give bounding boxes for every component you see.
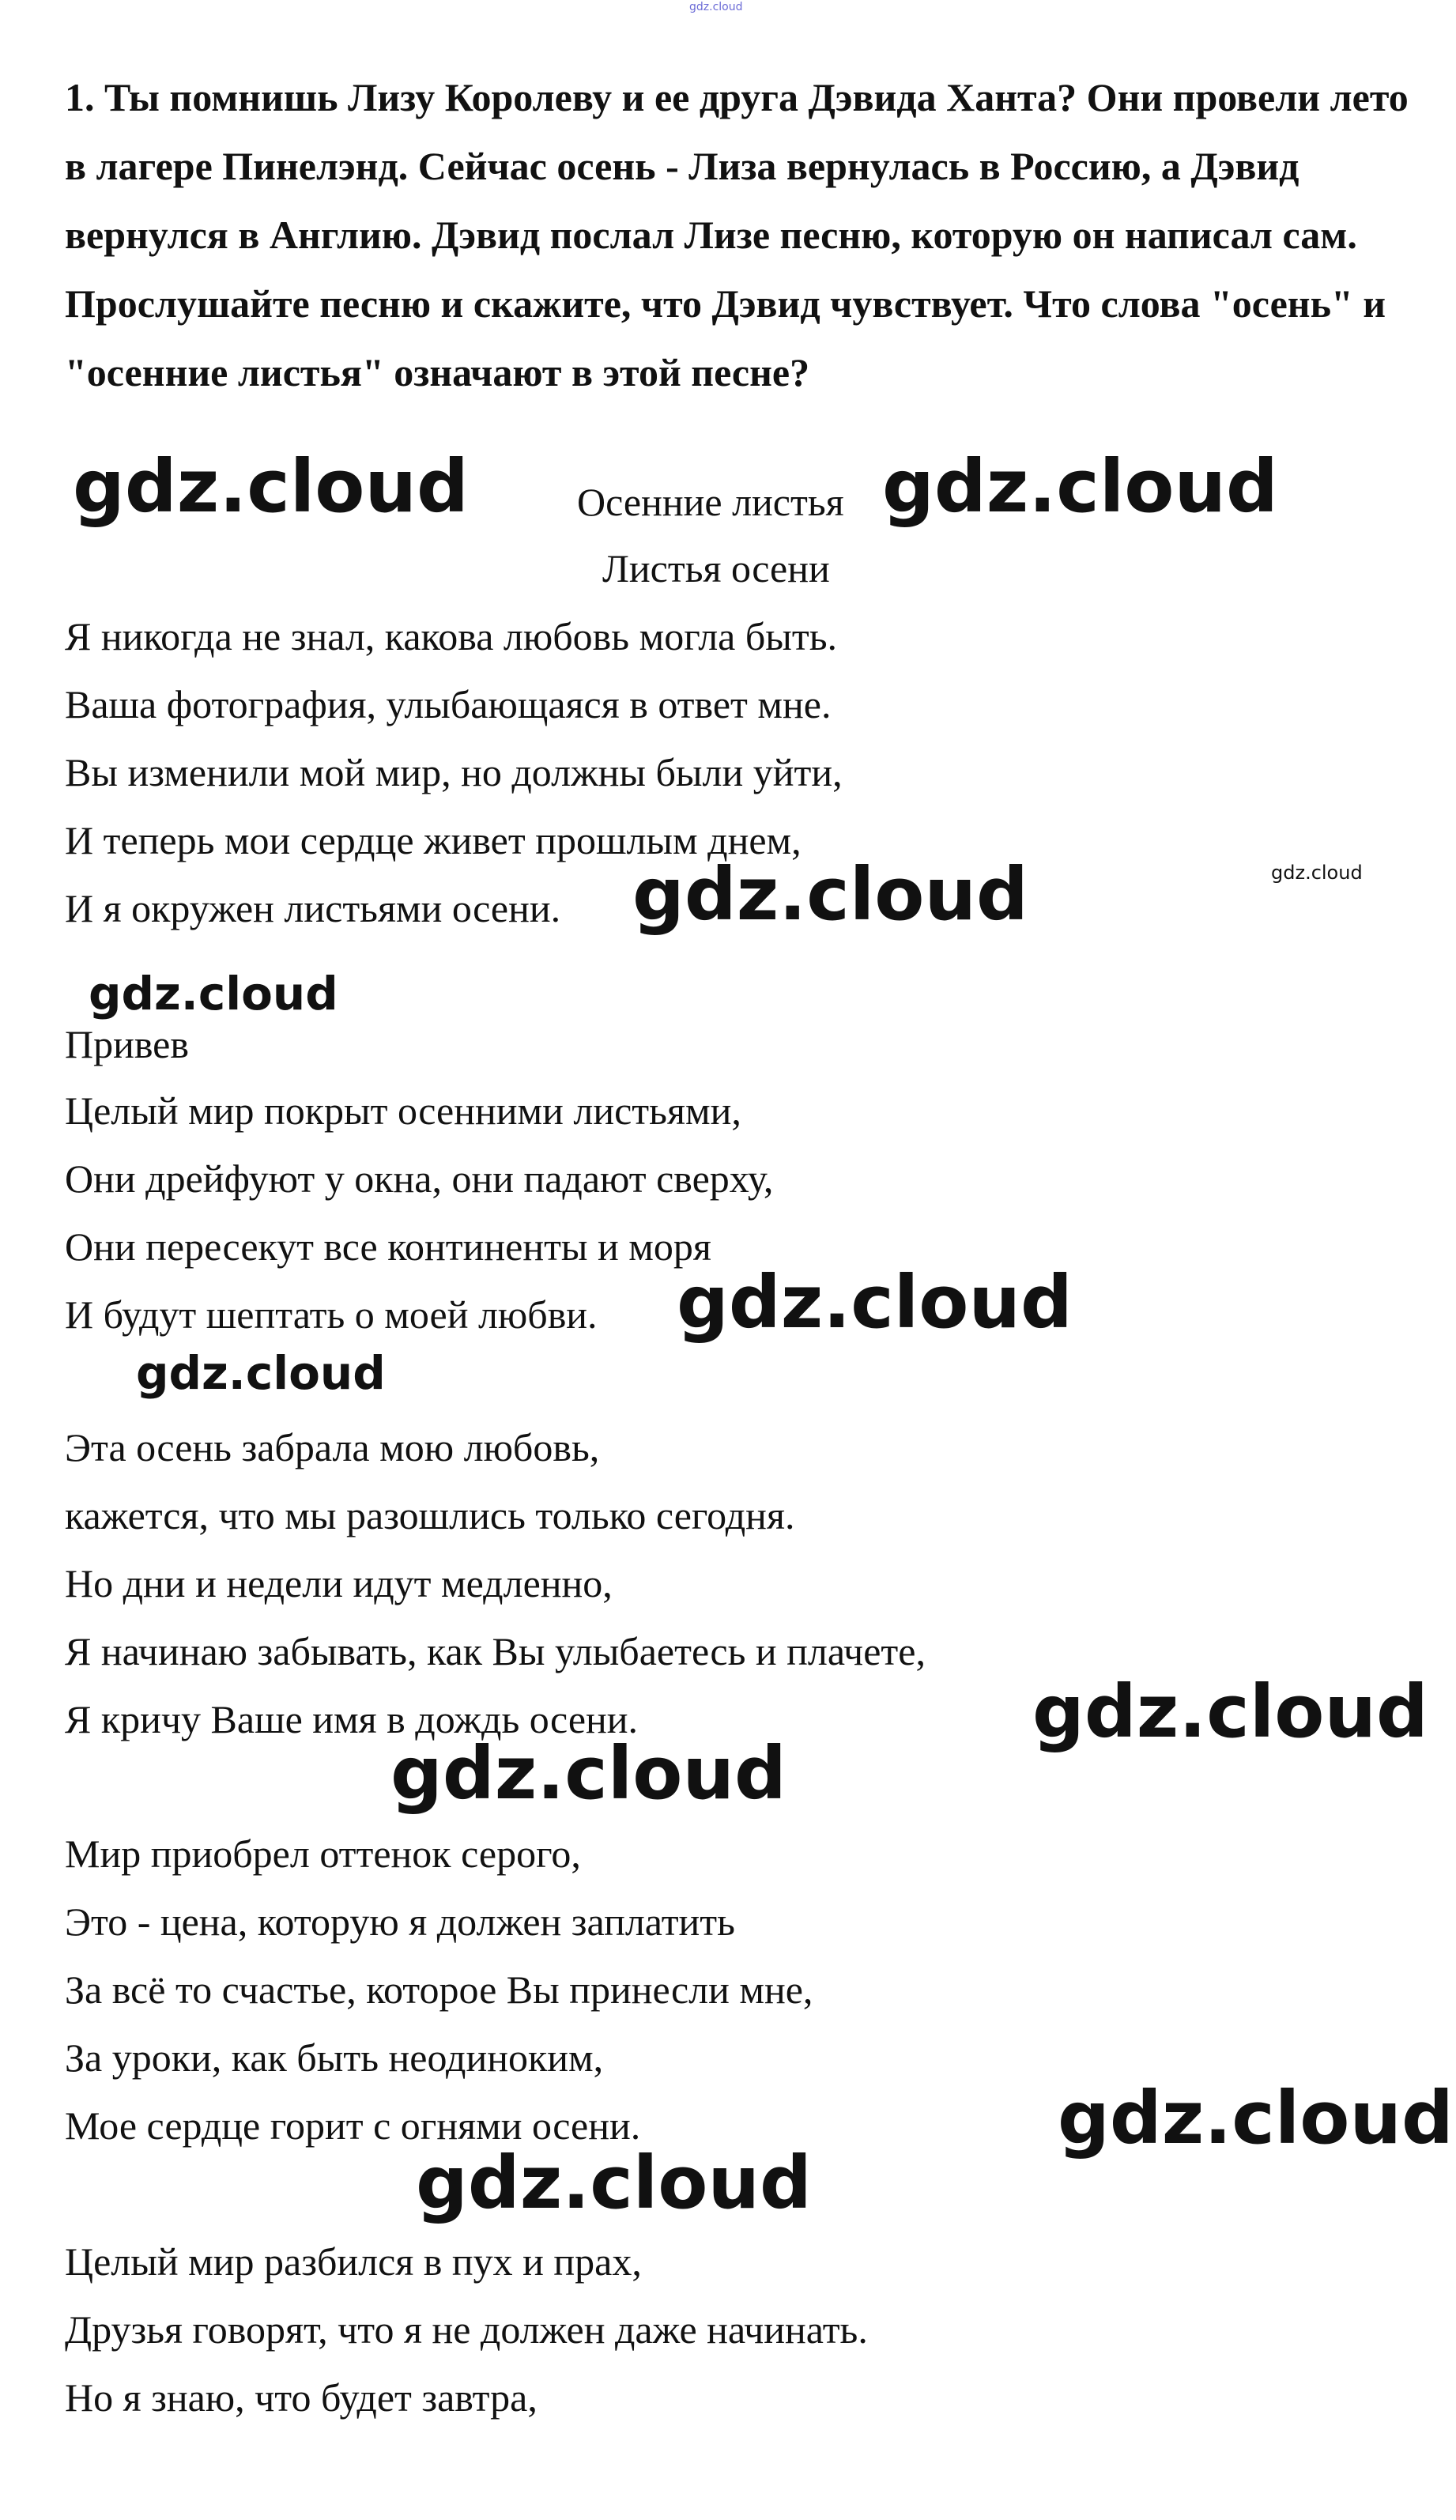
watermark: gdz.cloud <box>632 852 1028 937</box>
watermark: gdz.cloud <box>882 444 1278 529</box>
verse1-line: Я никогда не знал, какова любовь могла быть. <box>65 614 838 658</box>
watermark: gdz.cloud <box>1058 2076 1454 2160</box>
verse3-line: За уроки, как быть неодиноким, <box>65 2035 604 2080</box>
chorus-line: Они пересекут все континенты и моря <box>65 1224 711 1269</box>
verse2-line: кажется, что мы разошлись только сегодня. <box>65 1493 795 1537</box>
verse1-line: Ваша фотография, улыбающаяся в ответ мне. <box>65 682 832 726</box>
verse2-line: Я начинаю забывать, как Вы улыбаетесь и плачете, <box>65 1629 926 1673</box>
verse2-line: Эта осень забрала мою любовь, <box>65 1425 600 1469</box>
watermark: gdz.cloud <box>1032 1669 1428 1754</box>
chorus-label: Привев <box>65 1022 189 1066</box>
watermark: gdz.cloud <box>390 1731 786 1816</box>
watermark: gdz.cloud <box>677 1260 1073 1345</box>
chorus-line: Целый мир покрыт осенними листьями, <box>65 1088 741 1133</box>
verse2-line: Я кричу Ваше имя в дождь осени. <box>65 1697 639 1741</box>
chorus-line: Они дрейфуют у окна, они падают сверху, <box>65 1156 774 1201</box>
verse4-line: Целый мир разбился в пух и прах, <box>65 2239 642 2284</box>
verse3-line: За всё то счастье, которое Вы принесли мне, <box>65 1967 813 2012</box>
verse2-line: Но дни и недели идут медленно, <box>65 1561 613 1605</box>
verse3-line: Это - цена, которую я должен заплатить <box>65 1899 735 1944</box>
watermark: gdz.cloud <box>416 2141 812 2225</box>
chorus-line: И будут шептать о моей любви. <box>65 1292 598 1337</box>
verse3-line: Мое сердце горит с огнями осени. <box>65 2103 641 2148</box>
watermark: gdz.cloud <box>73 444 469 529</box>
verse1-line: Вы изменили мой мир, но должны были уйти, <box>65 750 843 794</box>
watermark: gdz.cloud <box>136 1346 386 1400</box>
song-subtitle: Листья осени <box>602 546 830 590</box>
verse3-line: Мир приобрел оттенок серого, <box>65 1832 581 1876</box>
song-title: Осенние листья <box>577 480 844 524</box>
task-heading: 1. Ты помнишь Лизу Королеву и ее друга Дэвида Ханта? Они провели лето в лагере Пинелэнд. Сейчас осень - Лиза вернулась в Россию, а Дэвид вернулся в Англию. Дэвид послал Лизе песню, которую он написал сам. Прослушайте песню и скажите, что Дэвид чувствует. Что слова "осень" и "осенние листья" означают в этой песне? <box>65 75 1409 394</box>
verse1-line: И теперь мои сердце живет прошлым днем, <box>65 818 802 862</box>
verse1-line: И я окружен листьями осени. <box>65 886 561 930</box>
watermark: gdz.cloud <box>89 967 338 1020</box>
watermark-top: gdz.cloud <box>689 1 743 13</box>
verse4-line: Друзья говорят, что я не должен даже начинать. <box>65 2307 868 2352</box>
verse4-line: Но я знаю, что будет завтра, <box>65 2375 538 2420</box>
watermark-small: gdz.cloud <box>1271 862 1363 884</box>
